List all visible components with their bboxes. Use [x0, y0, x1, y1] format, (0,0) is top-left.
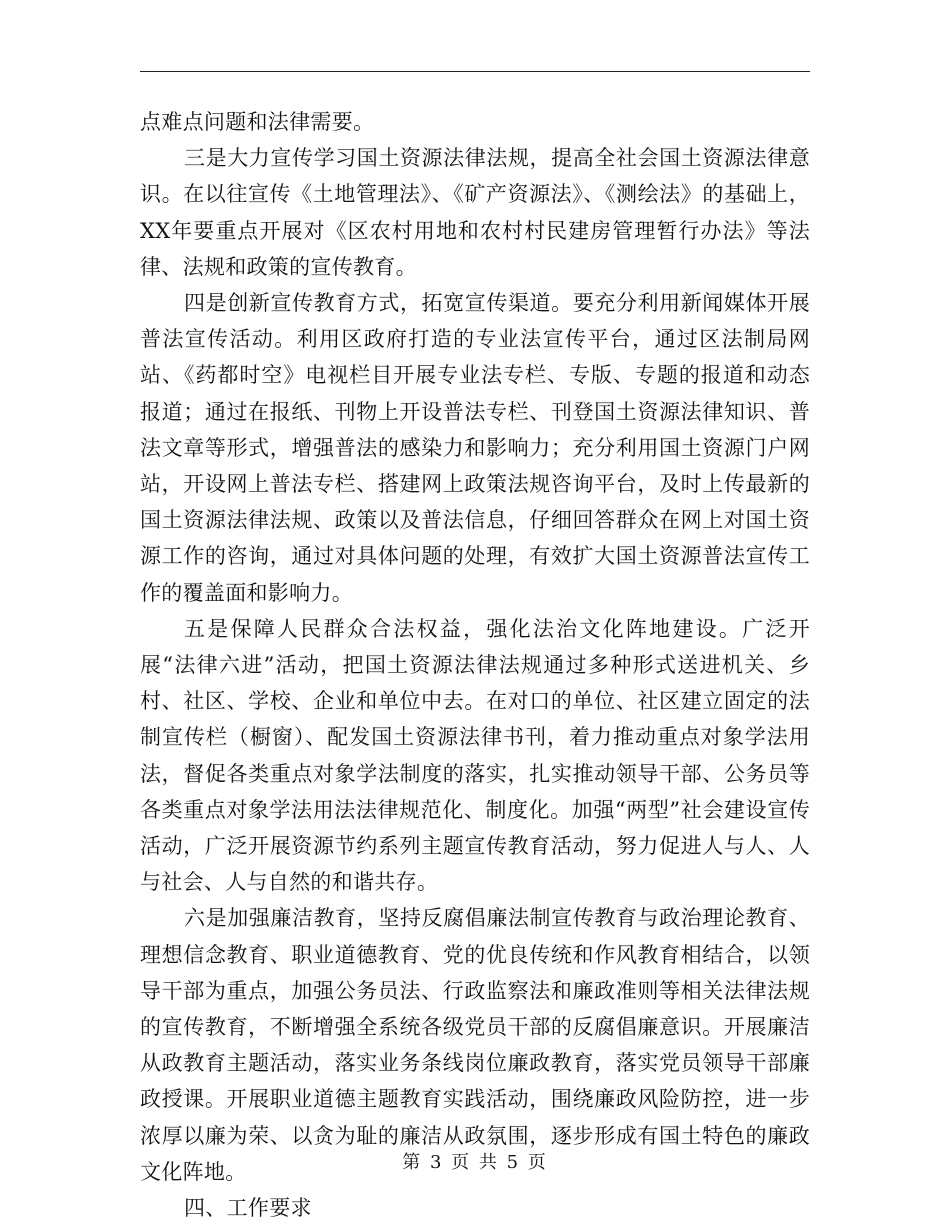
paragraph-item-five: 五是保障人民群众合法权益，强化法治文化阵地建设。广泛开展“法律六进”活动，把国土资源法律法规通过多种形式送进机关、乡村、社区、学校、企业和单位中去。在对口的单位、社区建立固定的法制宣传栏（橱窗）、配发国土资源法律书刊，着力推动重点对象学法用法，督促各类重点对象学法制度的落实，扎实推动领导干部、公务员等各类重点对象学法用法法律规范化、制度化。加强“两型”社会建设宣传活动，广泛开展资源节约系列主题宣传教育活动，努力促进人与人、人与社会、人与自然的和谐共存。: [140, 616, 810, 895]
section-heading-work-requirements: 四、工作要求: [184, 1196, 312, 1221]
document-body: [140, 104, 810, 1226]
paragraph-item-three: 三是大力宣传学习国土资源法律法规，提高全社会国土资源法律意识。在以往宣传《土地管理法》、《矿产资源法》、《测绘法》的基础上，XX年要重点开展对《区农村用地和农村村民建房管理暂行办法》等法律、法规和政策的宣传教育。: [140, 146, 810, 279]
paragraph-item-four: 四是创新宣传教育方式，拓宽宣传渠道。要充分利用新闻媒体开展普法宣传活动。利用区政府打造的专业法宣传平台，通过区法制局网站、《药都时空》电视栏目开展专业法专栏、专版、专题的报道和动态报道；通过在报纸、刊物上开设普法专栏、刊登国土资源法律知识、普法文章等形式，增强普法的感染力和影响力；充分利用国土资源门户网站，开设网上普法专栏、搭建网上政策法规咨询平台，及时上传最新的国土资源法律法规、政策以及普法信息，仔细回答群众在网上对国土资源工作的咨询，通过对具体问题的处理，有效扩大国土资源普法宣传工作的覆盖面和影响力。: [140, 291, 810, 605]
paragraph-item-six: 六是加强廉洁教育，坚持反腐倡廉法制宣传教育与政治理论教育、理想信念教育、职业道德教育、党的优良传统和作风教育相结合，以领导干部为重点，加强公务员法、行政监察法和廉政准则等相关法律法规的宣传教育，不断增强全系统各级党员干部的反腐倡廉意识。开展廉洁从政教育主题活动，落实业务条线岗位廉政教育，落实党员领导干部廉政授课。开展职业道德主题教育实践活动，围绕廉政风险防控，进一步浓厚以廉为荣、以贪为耻的廉洁从政氛围，逐步形成有国土特色的廉政文化阵地。: [140, 906, 810, 1184]
page-number-footer: 第 3 页 共 5 页: [402, 1152, 548, 1173]
header-rule: [140, 71, 810, 72]
paragraph-continuation: 点难点问题和法律需要。: [140, 110, 375, 134]
